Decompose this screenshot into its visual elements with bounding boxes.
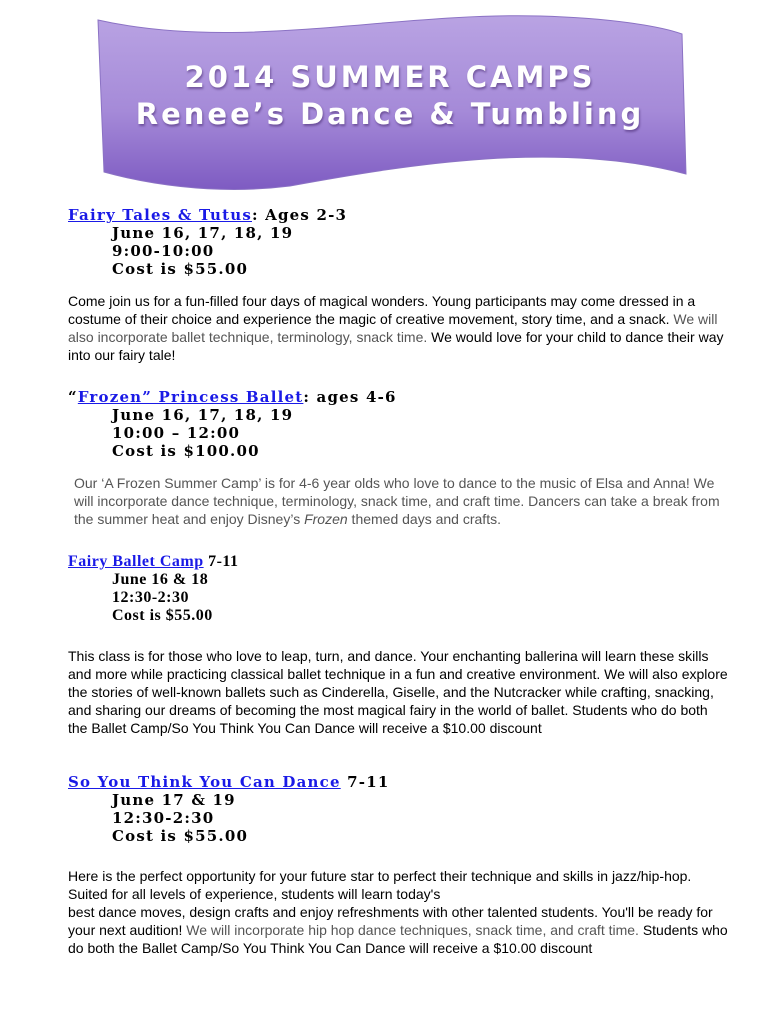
camp-heading — [68, 553, 728, 571]
camp-description: Our ‘A Frozen Summer Camp’ is for 4-6 year olds who love to dance to the music of Elsa and Anna! We will incorporate dance technique, terminology, snack time, and craft time. Dancers can take a break from the summer heat and enjoy Disney’s Frozen themed days and crafts. — [74, 475, 720, 527]
camp-title-link[interactable]: Fairy Tales & Tutus — [68, 206, 252, 224]
camp-fairy-tales — [68, 206, 728, 364]
camp-cost: Cost is $55.00 — [112, 260, 249, 278]
camp-ages: 7-11 — [340, 773, 390, 791]
camp-time: 10:00 – 12:00 — [112, 424, 241, 442]
camp-ages: 7-11 — [203, 553, 239, 570]
camp-dates: June 16 & 18 — [112, 571, 209, 588]
banner-title: 2014 SUMMER CAMPS — [184, 60, 596, 94]
camp-description: This class is for those who love to leap, turn, and dance. Your enchanting ballerina will learn these skills and more while practicing classical ballet technique in a fun and creative environment. We will also explore the stories of well-known ballets such as Cinderella, Giselle, and the Nutcracker while crafting, snacking, and sharing our dreams of becoming the most magical fairy in the world of ballet. Students who do both the Ballet Camp/So You Think You Can Dance will receive a $10.00 discount — [68, 648, 728, 736]
camp-cost: Cost is $55.00 — [112, 827, 249, 845]
camp-heading: “Frozen” Princess Ballet: ages 4-6 — [68, 388, 397, 406]
camp-frozen-princess — [68, 388, 728, 528]
camp-time: 12:30-2:30 — [112, 809, 215, 827]
banner-subtitle: Renee’s Dance & Tumbling — [135, 97, 645, 131]
camp-description: Come join us for a fun-filled four days of magical wonders. Young participants may come dressed in a costume of their choice and experience the magic of creative movement, story time, and a snack. We will also incorporate ballet technique, terminology, snack time. We would love for your child to dance their way into our fairy tale! — [68, 293, 724, 363]
camp-ages: : ages 4-6 — [303, 388, 397, 406]
camp-dates: June 17 & 19 — [112, 791, 236, 809]
camp-time: 9:00-10:00 — [112, 242, 215, 260]
camp-so-you-think — [68, 773, 728, 957]
camp-dates: June 16, 17, 18, 19 — [112, 406, 294, 424]
camp-title-link[interactable]: So You Think You Can Dance — [68, 773, 341, 791]
camp-time: 12:30-2:30 — [112, 589, 189, 606]
camp-fairy-ballet — [68, 553, 728, 737]
camp-ages: : Ages 2-3 — [251, 206, 348, 224]
camp-title-link[interactable]: Frozen” Princess Ballet — [77, 388, 304, 406]
camp-description: Here is the perfect opportunity for your future star to perfect their technique and skills in jazz/hip-hop. Suited for all levels of experience, students will learn today's best dance moves, design crafts and enjoy refreshments with other talented students. You'll be ready for your next audition! We will incorporate hip hop dance techniques, snack time, and craft time. Students who do both the Ballet Camp/So You Think You Can Dance will receive a $10.00 discount — [68, 868, 728, 956]
camp-title-link[interactable]: Fairy Ballet Camp — [68, 553, 204, 570]
camp-cost: Cost is $100.00 — [112, 442, 260, 460]
camp-heading — [68, 206, 728, 224]
camp-heading — [68, 773, 728, 791]
camp-cost: Cost is $55.00 — [112, 607, 213, 624]
camp-dates: June 16, 17, 18, 19 — [112, 224, 294, 242]
